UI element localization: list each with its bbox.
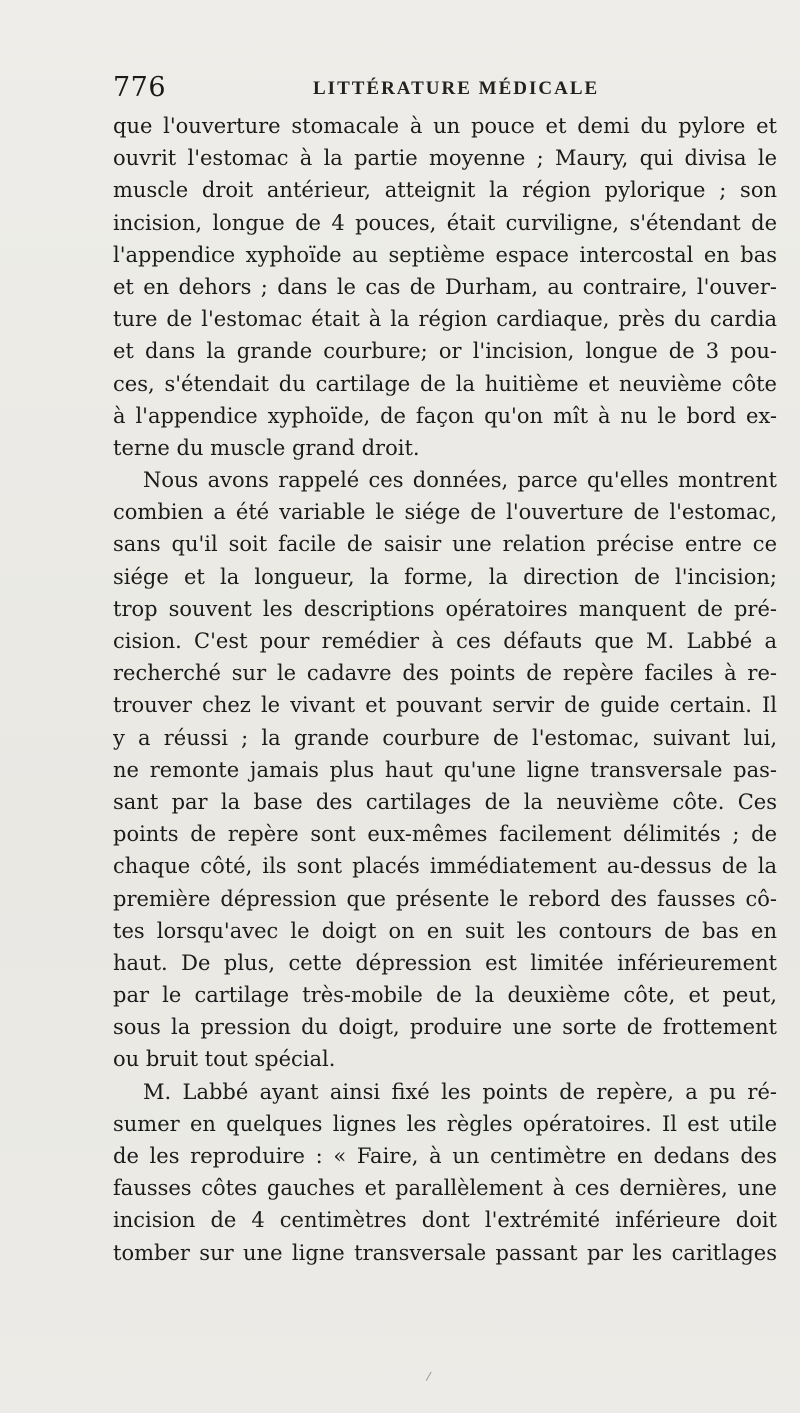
text-line: sant par la base des cartilages de la neuvième côte. Ces — [113, 789, 777, 814]
text-line: terne du muscle grand droit. — [113, 435, 420, 460]
paper-speck — [426, 1372, 434, 1383]
text-line: ne remonte jamais plus haut qu'une ligne transversale pas- — [113, 757, 777, 782]
page-header — [113, 72, 775, 106]
text-line: tes lorsqu'avec le doigt on en suit les contours de bas en — [113, 918, 777, 943]
text-line: trouver chez le vivant et pouvant servir de guide certain. Il — [113, 693, 777, 718]
text-line: de les reproduire : « Faire, à un centimètre en dedans des — [113, 1144, 777, 1168]
text-line: muscle droit antérieur, atteignit la région pylorique ; son — [113, 178, 777, 203]
text-line: ou bruit tout spécial. — [113, 1047, 336, 1072]
text-line: sumer en quelques lignes les règles opératoires. Il est utile — [113, 1111, 777, 1136]
text-line: y a réussi ; la grande courbure de l'estomac, suivant lui, — [113, 725, 777, 750]
text-line: tomber sur une ligne transversale passant par les caritlages — [113, 1240, 777, 1265]
text-line: incision, longue de 4 pouces, était curviligne, s'étendant de — [113, 210, 777, 235]
text-line: incision de 4 centimètres dont l'extrémité inférieure doit — [113, 1208, 777, 1233]
text-line: ture de l'estomac était à la région cardiaque, près du cardia — [113, 307, 777, 332]
body-text — [113, 110, 777, 1269]
text-line: Nous avons rappelé ces données, parce qu'elles montrent — [143, 468, 777, 493]
text-line: sans qu'il soit facile de saisir une relation précise entre ce — [113, 532, 777, 557]
text-line: fausses côtes gauches et parallèlement à ces dernières, une — [113, 1176, 777, 1201]
text-line: première dépression que présente le rebord des fausses cô- — [113, 886, 777, 911]
text-line: et en dehors ; dans le cas de Durham, au contraire, l'ouver- — [113, 274, 777, 299]
text-line: et dans la grande courbure; or l'incision, longue de 3 pou- — [113, 339, 777, 364]
text-line: M. Labbé ayant ainsi fixé les points de repère, a pu ré- — [143, 1079, 777, 1104]
page-number: 776 — [113, 72, 167, 103]
text-line: combien a été variable le siége de l'ouverture de l'estomac, — [113, 500, 777, 525]
text-line: trop souvent les descriptions opératoires manquent de pré- — [113, 596, 777, 621]
text-line: l'appendice xyphoïde au septième espace intercostal en bas — [113, 242, 777, 267]
text-line: sous la pression du doigt, produire une sorte de frottement — [113, 1015, 777, 1040]
text-line: siége et la longueur, la forme, la direction de l'incision; — [113, 564, 777, 589]
text-line: chaque côté, ils sont placés immédiatement au-dessus de la — [113, 854, 777, 879]
running-head: LITTÉRATURE MÉDICALE — [313, 78, 600, 99]
text-line: à l'appendice xyphoïde, de façon qu'on mît à nu le bord ex- — [113, 403, 777, 428]
text-line: cision. C'est pour remédier à ces défauts que M. Labbé a — [113, 629, 777, 653]
text-line: que l'ouverture stomacale à un pouce et demi du pylore et — [113, 114, 777, 138]
text-line: recherché sur le cadavre des points de repère faciles à re- — [113, 661, 777, 686]
text-line: ces, s'étendait du cartilage de la huitième et neuvième côte — [113, 371, 777, 396]
text-line: ouvrit l'estomac à la partie moyenne ; Maury, qui divisa le — [113, 146, 777, 171]
text-line: par le cartilage très-mobile de la deuxième côte, et peut, — [113, 983, 777, 1008]
text-line: haut. De plus, cette dépression est limitée inférieurement — [113, 950, 777, 975]
text-line: points de repère sont eux-mêmes facilement délimités ; de — [113, 822, 777, 847]
